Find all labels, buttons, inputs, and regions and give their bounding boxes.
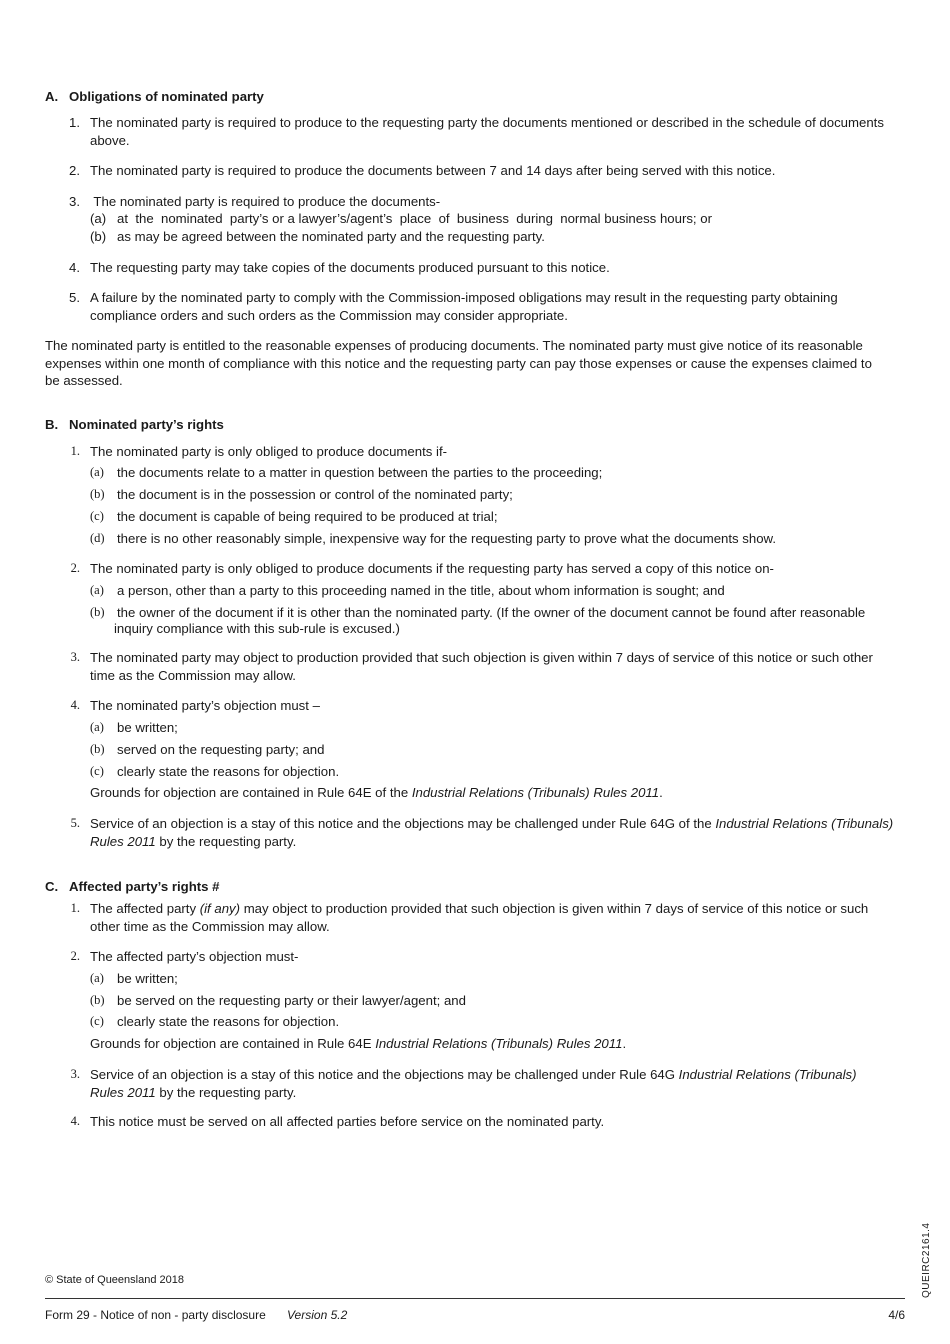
a-item-5-line-2: compliance orders and such orders as the Commission may consider appropriate. xyxy=(90,307,568,323)
c-item-3-line-2 xyxy=(90,1084,857,1102)
sub-label: (d) xyxy=(90,531,105,545)
c-item-1-text xyxy=(90,900,868,935)
sub-text: as may be agreed between the nominated party and the requesting party. xyxy=(117,229,545,244)
c-item-3-number: 3. xyxy=(70,1067,80,1081)
sub-label: (b) xyxy=(90,993,105,1007)
text-run: The affected party xyxy=(90,901,200,916)
sub-label: (b) xyxy=(90,605,105,619)
sub-label: (a) xyxy=(90,720,104,734)
sub-text: served on the requesting party; and xyxy=(117,742,325,757)
sub-label: (b) xyxy=(90,229,107,244)
a-item-1-number: 1. xyxy=(69,115,80,130)
text-run: Service of an objection is a stay of this notice and the objections may be challenged under Rule 64G of the xyxy=(90,816,716,831)
grounds-text: Grounds for objection are contained in Rule 64E of the xyxy=(90,785,412,800)
b-item-4-text: The nominated party’s objection must – xyxy=(90,698,320,713)
sub-text: the owner of the document if it is other than the nominated party. (If the owner of the document cannot be found after reasonable xyxy=(117,605,866,620)
section-c-heading xyxy=(45,878,219,896)
a-item-1-text xyxy=(90,114,884,149)
a-expenses-paragraph xyxy=(45,337,872,390)
sub-text: be written; xyxy=(117,971,178,986)
a-item-2-number: 2. xyxy=(69,163,80,178)
sub-label: (b) xyxy=(90,742,105,756)
sub-text: there is no other reasonably simple, inexpensive way for the requesting party to prove what the documents show. xyxy=(117,531,777,546)
footer-divider xyxy=(45,1298,905,1299)
a-item-4-number: 4. xyxy=(69,260,80,275)
text-run: may object to production provided that such objection is given within 7 days of service of this notice or such xyxy=(240,901,869,916)
rules-title: Rules 2011 xyxy=(90,833,156,849)
sub-text: the documents relate to a matter in question between the parties to the proceeding; xyxy=(117,465,603,480)
sub-label: (a) xyxy=(90,583,104,597)
a-item-3-number: 3. xyxy=(69,194,80,209)
sub-text: the document is in the possession or control of the nominated party; xyxy=(117,487,513,502)
a-item-2-text: The nominated party is required to produce the documents between 7 and 14 days after being served with this notice. xyxy=(90,163,776,178)
b-item-5-line-2 xyxy=(90,833,893,851)
a-item-5-number: 5. xyxy=(69,290,80,305)
sub-text: clearly state the reasons for objection. xyxy=(117,1014,340,1029)
c-item-2-text: The affected party’s objection must- xyxy=(90,949,299,964)
b-item-5-number: 5. xyxy=(70,816,80,830)
paragraph-line: be assessed. xyxy=(45,373,123,388)
b-item-5-text xyxy=(90,815,893,850)
sub-label: (a) xyxy=(90,971,104,985)
text-run: Service of an objection is a stay of this notice and the objections may be challenged under Rule 64G xyxy=(90,1067,679,1082)
section-c-title: Affected party’s rights # xyxy=(69,879,220,894)
section-b-heading xyxy=(45,416,224,434)
c-item-3-text xyxy=(90,1066,857,1101)
sub-text: be served on the requesting party or their lawyer/agent; and xyxy=(117,993,466,1008)
a-item-5-text xyxy=(90,289,838,324)
form-title: Form 29 - Notice of non - party disclosure xyxy=(45,1308,266,1322)
c-item-4-number: 4. xyxy=(70,1114,80,1128)
rules-title: Industrial Relations (Tribunals) xyxy=(678,1067,857,1082)
c-item-1-line-1 xyxy=(90,900,868,918)
b-item-3-text xyxy=(90,649,873,684)
copyright-notice: © State of Queensland 2018 xyxy=(45,1274,184,1286)
a-item-4-text: The requesting party may take copies of the documents produced pursuant to this notice. xyxy=(90,260,610,275)
grounds-end: . xyxy=(659,785,663,800)
b-item-3-line-2: time as the Commission may allow. xyxy=(90,667,296,683)
sub-text: the document is capable of being required to be produced at trial; xyxy=(117,509,498,524)
b-item-1-text: The nominated party is only obliged to produce documents if- xyxy=(90,444,447,459)
b-item-2-number: 2. xyxy=(70,561,80,575)
section-a-heading xyxy=(45,88,264,106)
c-item-1-number: 1. xyxy=(70,901,80,915)
text-run: by the requesting party. xyxy=(155,1084,297,1100)
b-item-3-number: 3. xyxy=(70,650,80,664)
sub-text: be written; xyxy=(117,720,178,735)
c-item-2-grounds xyxy=(90,1035,626,1053)
section-c-letter: C. xyxy=(45,879,59,894)
sub-label: (c) xyxy=(90,1014,104,1028)
a-item-1-line-1: The nominated party is required to produce to the requesting party the documents mentioned or described in the schedule of documents xyxy=(90,115,884,130)
text-run: by the requesting party. xyxy=(155,833,297,849)
grounds-text: Grounds for objection are contained in Rule 64E xyxy=(90,1036,376,1051)
sub-label: (c) xyxy=(90,509,104,523)
if-any-note: (if any) xyxy=(199,901,241,916)
b-item-4-grounds xyxy=(90,784,663,802)
grounds-rules-title: Industrial Relations (Tribunals) Rules 2011 xyxy=(411,785,660,800)
b-item-4-number: 4. xyxy=(70,698,80,712)
b-item-3-line-1: The nominated party may object to production provided that such objection is given within 7 days of service of this notice or such other xyxy=(90,650,873,665)
sub-label: (c) xyxy=(90,764,104,778)
sub-label: (a) xyxy=(90,465,104,479)
b-item-2-sub-b-cont: inquiry compliance with this sub-rule is excused.) xyxy=(114,621,400,636)
section-b-letter: B. xyxy=(45,417,59,432)
c-item-1-line-2: other time as the Commission may allow. xyxy=(90,918,330,934)
sub-text: a person, other than a party to this proceeding named in the title, about whom information is sought; and xyxy=(117,583,725,598)
a-item-3-text: The nominated party is required to produce the documents- xyxy=(90,194,441,209)
form-code: QUEIRC2161.4 xyxy=(921,1222,932,1298)
a-item-5-line-1: A failure by the nominated party to comply with the Commission-imposed obligations may result in the requesting party obtaining xyxy=(90,290,838,305)
b-item-2-text: The nominated party is only obliged to produce documents if the requesting party has served a copy of this notice on- xyxy=(90,561,774,576)
page-number: 4/6 xyxy=(888,1308,905,1322)
sub-label: (b) xyxy=(90,487,105,501)
c-item-2-number: 2. xyxy=(70,949,80,963)
sub-text: at the nominated party’s or a lawyer’s/agent’s place of business during normal business hours; or xyxy=(117,211,712,226)
form-version: Version 5.2 xyxy=(287,1308,348,1322)
rules-title: Rules 2011 xyxy=(90,1084,156,1100)
paragraph-line: The nominated party is entitled to the reasonable expenses of producing documents. The nominated party must give notice of its reasonable xyxy=(45,338,863,353)
b-item-5-line-1 xyxy=(90,815,893,833)
section-b-title: Nominated party’s rights xyxy=(69,417,224,432)
c-item-4-text: This notice must be served on all affected parties before service on the nominated party. xyxy=(90,1114,605,1129)
grounds-rules-title: Industrial Relations (Tribunals) Rules 2011 xyxy=(375,1036,623,1051)
sub-text: clearly state the reasons for objection. xyxy=(117,764,340,779)
sub-label: (a) xyxy=(90,211,107,226)
rules-title: Industrial Relations (Tribunals) xyxy=(715,816,894,831)
section-a-title: Obligations of nominated party xyxy=(69,89,264,104)
c-item-3-line-1 xyxy=(90,1066,857,1084)
a-item-1-line-2: above. xyxy=(90,132,130,148)
section-a-letter: A. xyxy=(45,89,59,104)
b-item-1-number: 1. xyxy=(70,444,80,458)
grounds-end: . xyxy=(622,1036,627,1051)
paragraph-line: expenses within one month of compliance with this notice and the requesting party can pay those expenses or cause the expenses claimed to xyxy=(45,355,872,371)
